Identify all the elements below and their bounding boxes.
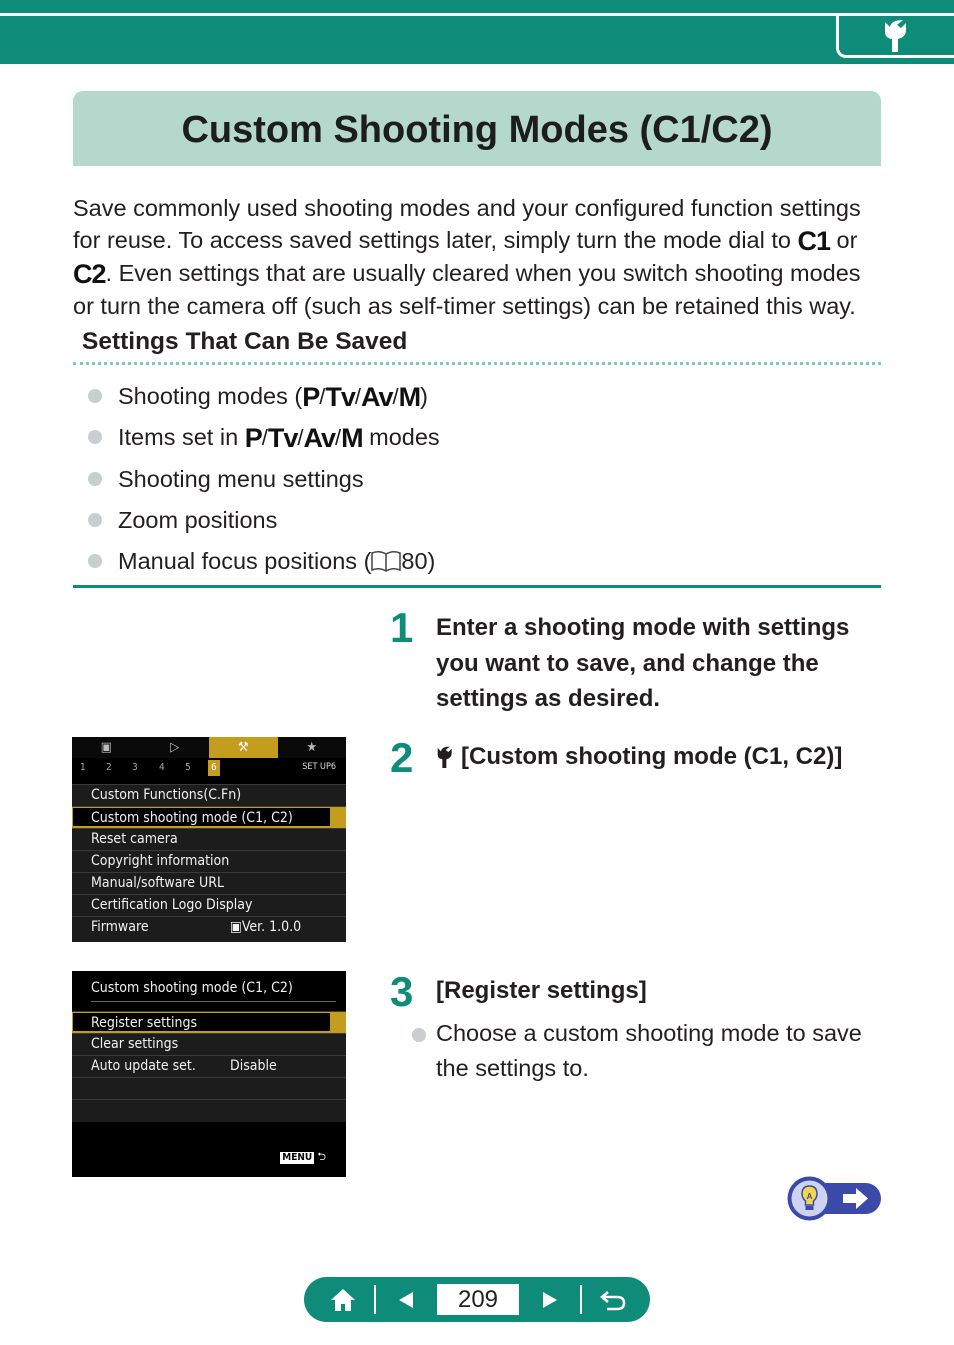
- page-number: 1: [80, 762, 86, 773]
- menu-item-selected: [72, 1011, 346, 1033]
- p-mode-icon: P: [244, 423, 262, 454]
- playback-tab-icon: ▷: [141, 737, 210, 758]
- tv-mode-icon: Tv: [267, 423, 298, 454]
- list-item: Items set in P/Tv/Av/M modes: [88, 419, 440, 460]
- nav-separator: [374, 1285, 376, 1314]
- av-mode-icon: Av: [360, 382, 393, 412]
- intro-paragraph: [73, 192, 885, 322]
- menu-item-empty: [72, 1077, 346, 1099]
- menu-back-hint: [280, 1148, 326, 1167]
- wrench-icon: [435, 746, 455, 770]
- firmware-value: ▣Ver. 1.0.0: [230, 919, 302, 935]
- menu-item: Custom Functions(C.Fn): [72, 784, 346, 806]
- screen-divider: [91, 1001, 336, 1002]
- intro-text: Save commonly used shooting modes and your configured function settings for reuse. To access saved settings later, simply turn the mode dial to: [73, 195, 861, 253]
- page-number: 4: [159, 762, 165, 773]
- menu-item-empty: [72, 1099, 346, 1122]
- top-bar-line: [0, 13, 836, 16]
- star-tab-icon: ★: [278, 737, 347, 758]
- menu-item: [72, 1055, 346, 1077]
- page-number: 5: [185, 762, 191, 773]
- step-text: [Register settings]: [436, 977, 647, 1004]
- camera-screen-custom-mode: [72, 971, 346, 1177]
- back-button[interactable]: [586, 1277, 640, 1322]
- section-heading: Settings That Can Be Saved: [82, 328, 408, 355]
- tip-next-button[interactable]: [786, 1175, 882, 1222]
- tab-label: SET UP6: [302, 762, 336, 772]
- next-page-button[interactable]: [524, 1277, 576, 1322]
- menu-item: Certification Logo Display: [72, 894, 346, 916]
- step-text: Enter a shooting mode with settings you want to save, and change the settings as desired.: [436, 614, 850, 712]
- step-number: 3: [390, 968, 414, 1015]
- menu-item: Manual/software URL: [72, 872, 346, 894]
- page-numbers: [72, 759, 346, 777]
- camera-icon: ▣: [230, 919, 242, 935]
- step-number: 1: [390, 604, 414, 651]
- section-tab: [836, 13, 954, 58]
- list-item: Zoom positions: [88, 502, 440, 543]
- menu-item: [72, 916, 346, 942]
- intro-text: or: [830, 227, 858, 253]
- menu-item-label: Auto update set.: [91, 1058, 196, 1074]
- page-number: 3: [132, 762, 138, 773]
- menu-item-selected: [72, 806, 346, 828]
- page-title: Custom Shooting Modes (C1/C2): [181, 109, 773, 151]
- page-number: 2: [106, 762, 112, 773]
- p-mode-icon: P: [302, 382, 320, 412]
- home-button[interactable]: [316, 1277, 370, 1322]
- c1-mode-icon: C1: [797, 226, 831, 256]
- list-item: Shooting menu settings: [88, 461, 440, 502]
- green-divider: [73, 585, 881, 588]
- list-item: Shooting modes (P/Tv/Av/M): [88, 378, 440, 419]
- menu-item-label: Custom shooting mode (C1, C2): [72, 807, 331, 827]
- menu-item: Reset camera: [72, 828, 346, 850]
- menu-item-label: Firmware: [91, 919, 149, 935]
- saved-settings-list: [88, 378, 440, 584]
- camera-screen-setup-menu: [72, 737, 346, 942]
- arrow-left-icon: [397, 1291, 415, 1309]
- title-banner: [73, 91, 881, 166]
- intro-text: . Even settings that are usually cleared when you switch shooting modes or turn the camera off (such as self-timer settings) can be retained this way.: [73, 260, 861, 319]
- active-page-number: 6: [208, 760, 220, 776]
- menu-item-label: Register settings: [72, 1012, 331, 1032]
- menu-item-value: Disable: [230, 1058, 277, 1074]
- menu-tabs: [72, 737, 346, 758]
- step-number: 2: [390, 734, 414, 781]
- dotted-divider: [73, 362, 881, 365]
- arrow-right-icon: [541, 1291, 559, 1309]
- wrench-tab-icon: ⚒: [209, 737, 278, 758]
- svg-text:A: A: [806, 1192, 813, 1201]
- wrench-icon: [881, 20, 911, 54]
- nav-separator: [580, 1285, 582, 1314]
- page-navigation: [304, 1277, 650, 1322]
- menu-item: Clear settings: [72, 1033, 346, 1055]
- return-icon: [600, 1289, 626, 1311]
- step-sub-bullet: Choose a custom shooting mode to save the settings to.: [412, 1016, 882, 1086]
- previous-page-button[interactable]: [380, 1277, 432, 1322]
- page-number-box[interactable]: 209: [437, 1284, 519, 1315]
- camera-tab-icon: ▣: [72, 737, 141, 758]
- top-bar: [0, 0, 954, 64]
- av-mode-icon: Av: [303, 423, 335, 454]
- menu-item: Copyright information: [72, 850, 346, 872]
- tv-mode-icon: Tv: [325, 382, 355, 412]
- menu-button-label: MENU: [282, 1151, 313, 1163]
- screen-title: Custom shooting mode (C1, C2): [91, 980, 293, 996]
- m-mode-icon: M: [341, 423, 363, 454]
- list-item: Manual focus positions ( 80): [88, 543, 440, 584]
- step-text: [Custom shooting mode (C1, C2)]: [461, 743, 843, 770]
- book-icon: [371, 550, 401, 572]
- home-icon: [330, 1288, 356, 1312]
- return-icon: ⮌: [317, 1150, 326, 1163]
- m-mode-icon: M: [398, 382, 421, 412]
- c2-mode-icon: C2: [73, 259, 106, 289]
- page-reference-link[interactable]: 80: [401, 548, 428, 575]
